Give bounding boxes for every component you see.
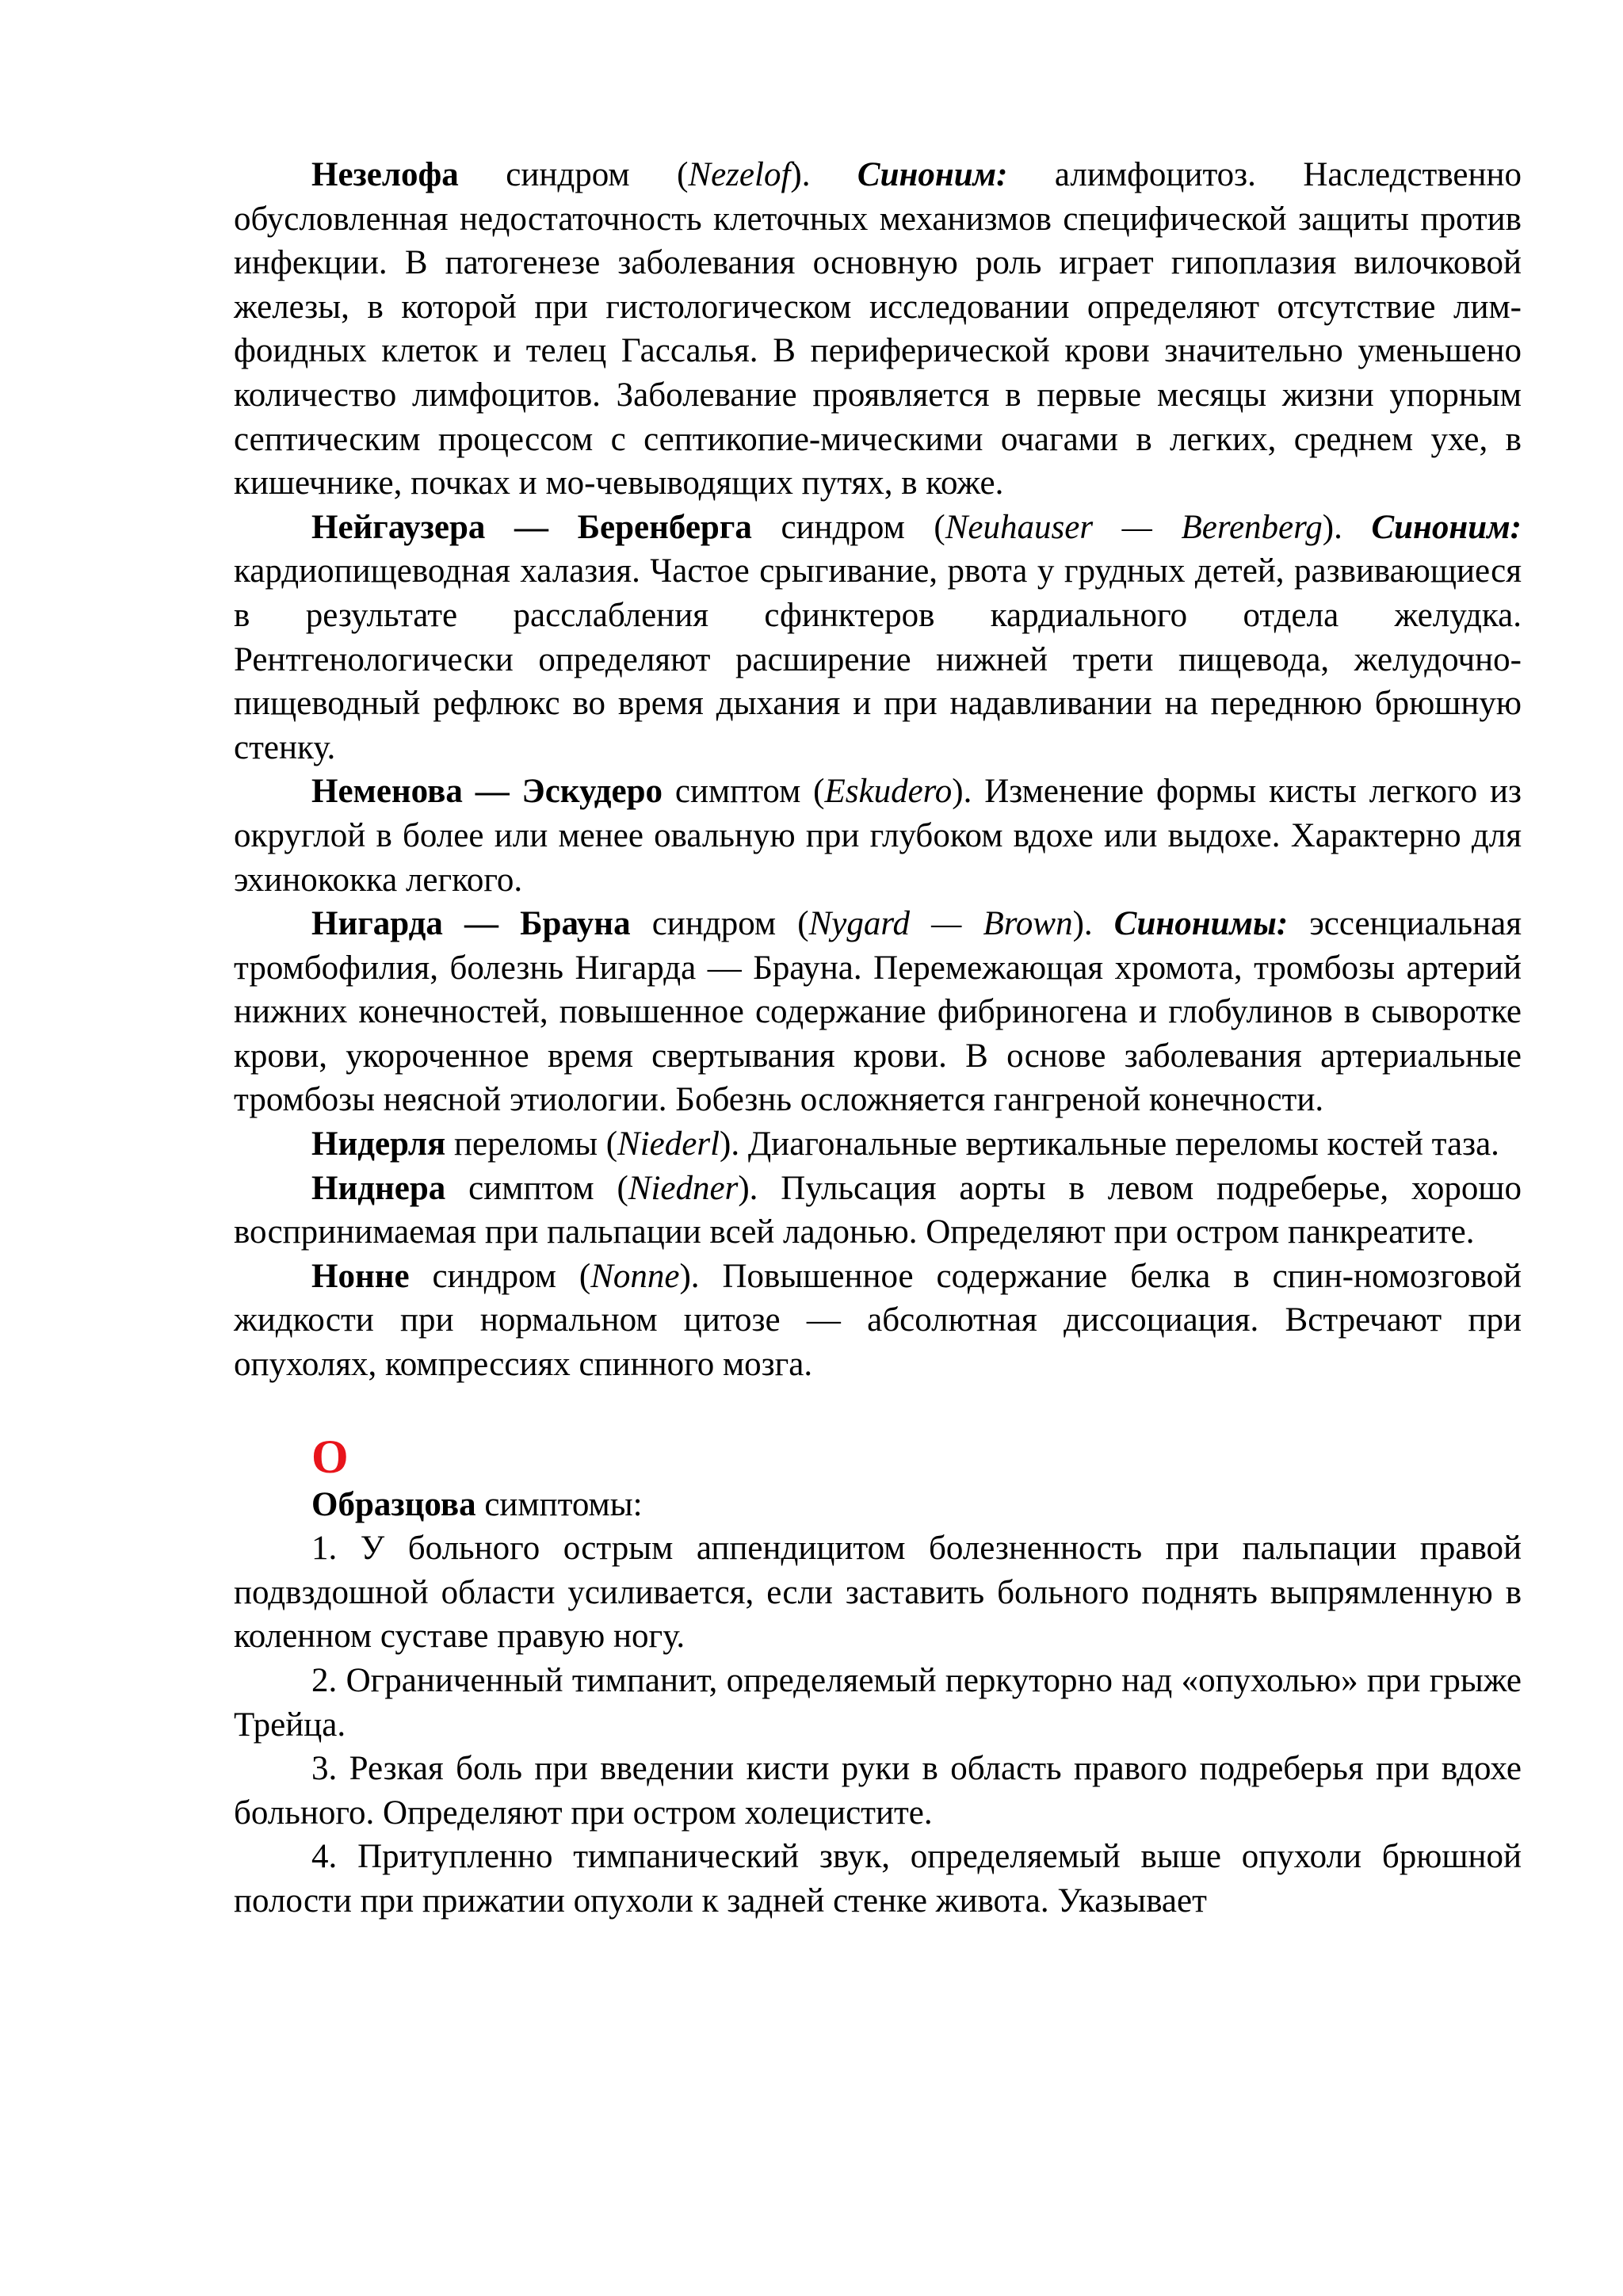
entry-text: синдром ( [409,1257,591,1295]
entry-latin-name: Nygard — Brown [808,905,1073,943]
entry-text: синдром ( [630,905,809,943]
entries-block [234,153,1522,1387]
entry-text: синдром ( [751,508,945,546]
entry-niederl [234,1122,1522,1167]
entry-synonym-label: Синоним: [1371,508,1522,546]
entry-text: симптом ( [663,773,825,811]
entry-nemenov-eskudero [234,770,1522,902]
entry-text: 3. Резкая боль при введении кисти руки в область правого подреберья при вдохе больного. Определяют при остром холецистите. [234,1750,1522,1832]
entry-latin-name: Niederl [617,1125,720,1163]
entry-term: Нейгаузера — Беренберга [311,508,752,546]
entry-text: ). [1322,508,1372,546]
entry-term: Нидерля [311,1125,446,1163]
section-letter-heading: О [311,1430,349,1483]
entry-text: ). Пульсация аорты в левом подреберье, хорошо воспринимаемая при пальпации всей ладонью. Определяют при остром панкреатите. [234,1169,1522,1251]
entry-text: ). [790,156,857,193]
entry-text: симптомы: [475,1485,643,1523]
entry-term: Нонне [311,1257,410,1295]
entry-obraztsov-1 [234,1526,1522,1659]
entry-nygard-brown [234,902,1522,1122]
entry-text: ). Повышенное содержание белка в спин-номозговой жидкости при нормальном цитозе — абсолютная диссоциация. Встречают при опухолях, компрессиях спинного мозга. [234,1257,1522,1384]
entry-obraztsov-3 [234,1747,1522,1835]
entry-synonym-label: Синоним: [857,156,1008,193]
entry-text: ). [1072,905,1114,943]
entry-text: синдром ( [458,156,689,193]
entry-latin-name: Nezelof [688,156,791,193]
entry-nonne [234,1255,1522,1387]
entry-neuhauser-berenberg [234,506,1522,770]
entry-text: ). Изменение формы кисты легкого из округлой в более или менее овальную при глубоком вдохе или выдохе. Характерно для эхинококка легкого. [234,773,1522,899]
entry-text: ). Диагональные вертикальные переломы костей таза. [720,1125,1499,1163]
entry-text: 1. У больного острым аппендицитом болезненность при пальпации правой подвздошной области усиливается, если заставить больного поднять выпрямленную в коленном суставе правую ногу. [234,1530,1522,1656]
entry-nezelof [234,153,1522,506]
entry-term: Нигарда — Брауна [311,905,631,943]
entry-latin-name: Niedner [628,1169,739,1207]
entry-latin-name: Neuhauser — Berenberg [945,508,1323,546]
entry-text: симптом ( [445,1169,628,1207]
entry-obraztsov-4 [234,1835,1522,1923]
entry-text: переломы ( [445,1125,618,1163]
entry-text: 4. Притупленно тимпанический звук, определяемый выше опухоли брюшной полости при прижатии опухоли к задней стенке живота. Указывает [234,1838,1522,1920]
entry-obraztsov-2 [234,1659,1522,1747]
entry-latin-name: Eskudero [824,773,953,811]
entry-term: Ниднера [311,1169,446,1207]
entry-obraztsov [234,1483,1522,1527]
entry-text: эссенциальная тромбофилия, болезнь Нигарда — Брауна. Перемежающая хромота, тромбозы артерий нижних конечностей, повышенное содержание фибриногена и глобулинов в сыворотке крови, укороченное время свертывания крови. В основе заболевания артериальные тромбозы неясной этиологии. Бобезнь осложняется гангреной конечности. [234,905,1522,1119]
entry-term: Неменова — Эскудеро [311,773,663,811]
section-entries-block [234,1483,1522,1924]
entry-synonym-label: Синонимы: [1113,905,1289,943]
document-page [234,153,1522,1924]
entry-term: Образцова [311,1485,476,1523]
entry-niedner [234,1167,1522,1255]
entry-text: 2. Ограниченный тимпанит, определяемый перкуторно над «опухолью» при грыже Трейца. [234,1662,1522,1744]
entry-text: кардиопищеводная халазия. Частое срыгивание, рвота у грудных детей, развивающиеся в результате расслабления сфинктеров кардиального отдела желудка. Рентгенологически определяют расширение нижней трети пищевода, желудочно-пищеводный рефлюкс во время дыхания и при надавливании на переднюю брюшную стенку. [234,552,1522,766]
entry-latin-name: Nonne [590,1257,680,1295]
entry-text: алимфоцитоз. Наследственно обусловленная недостаточность клеточных механизмов специфической защиты против инфекции. В патогенезе заболевания основную роль играет гипоплазия вилочковой железы, в которой при гистологическом исследовании определяют отсутствие лим-фоидных клеток и телец Гассалья. В периферической крови значительно уменьшено количество лимфоцитов. Заболевание проявляется в первые месяцы жизни упорным септическим процессом с септикопие-мическими очагами в легких, среднем ухе, в кишечнике, почках и мо-чевыводящих путях, в коже. [234,156,1522,502]
entry-term: Незелофа [311,156,459,193]
